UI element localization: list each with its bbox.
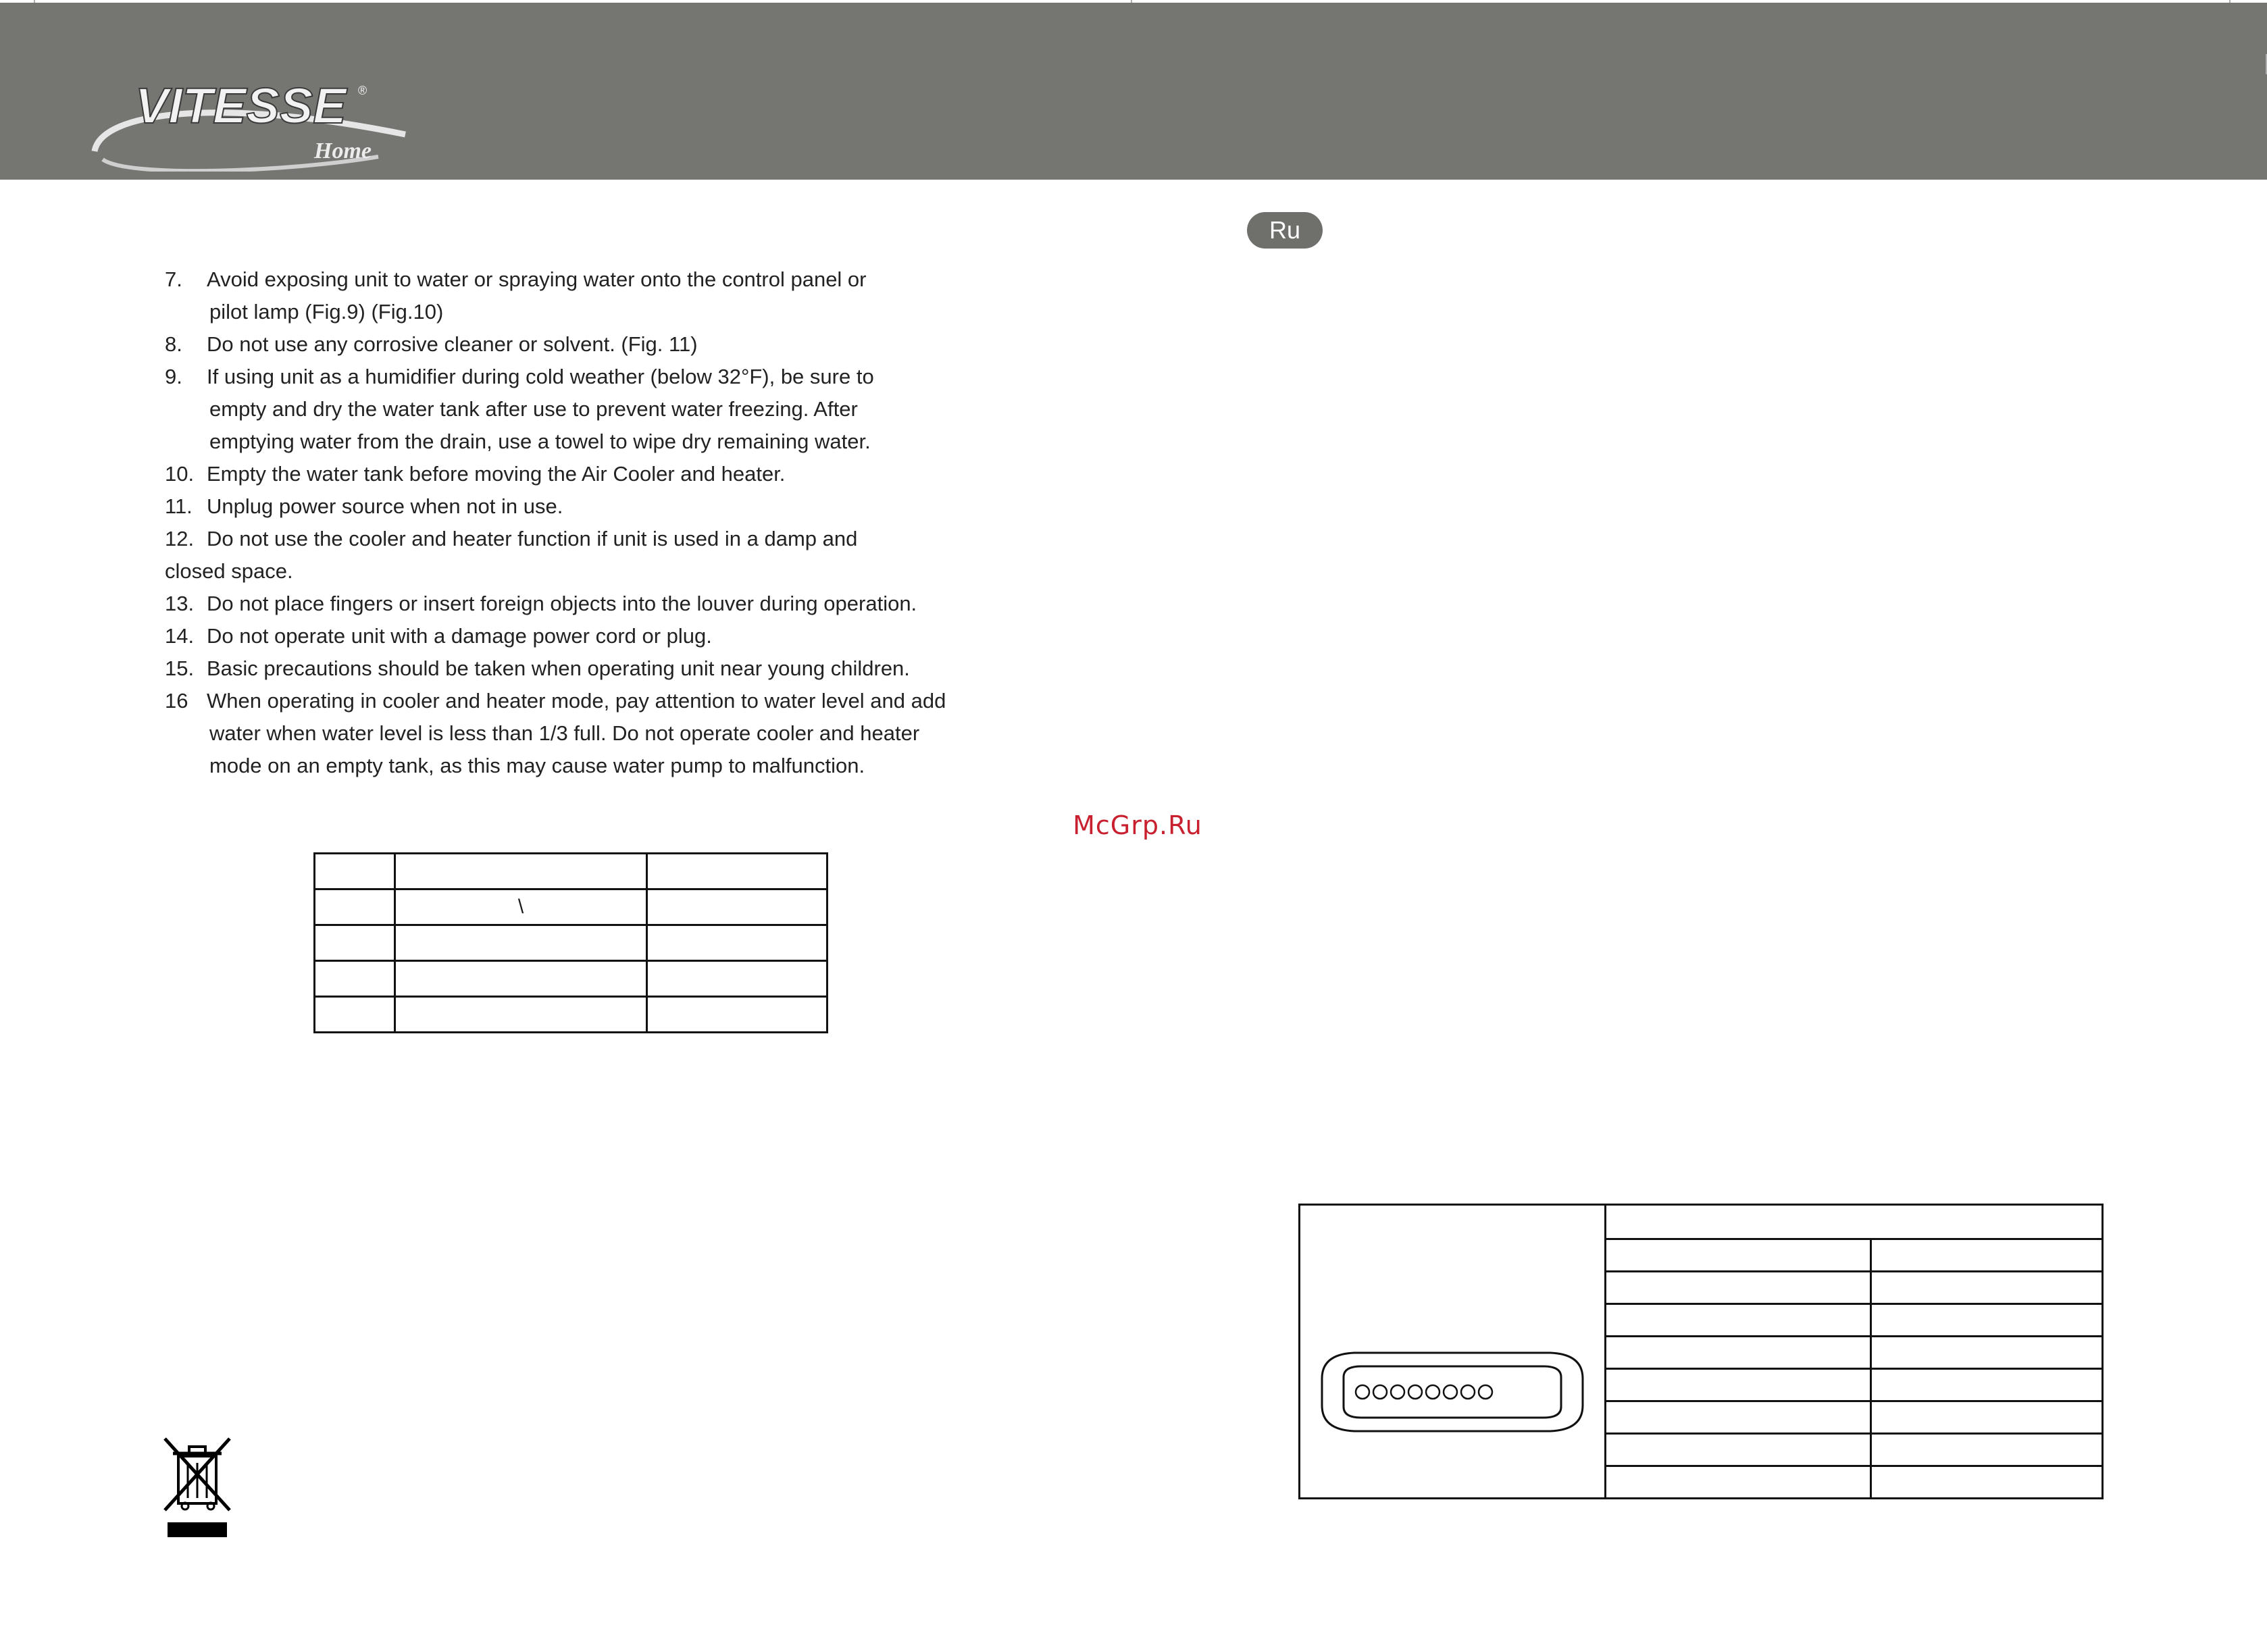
weee-crossed-bin-icon [162, 1436, 232, 1537]
instruction-text: Do not operate unit with a damage power cord or plug. [207, 624, 712, 648]
table-cell [395, 854, 647, 889]
table-cell [647, 961, 827, 997]
table-cell [1606, 1466, 1871, 1499]
control-panel-diagram-cell [1300, 1205, 1606, 1499]
instruction-text: Do not place fingers or insert foreign objects into the louver during operation. [207, 592, 917, 615]
indicator-light-icon [1356, 1385, 1369, 1399]
table-cell [1606, 1401, 1871, 1434]
indicator-light-icon [1373, 1385, 1387, 1399]
instruction-item [165, 458, 999, 490]
instruction-number: 15. [165, 656, 195, 680]
instruction-text: If using unit as a humidifier during cold weather (below 32°F), be sure to [207, 365, 874, 388]
table-cell [1871, 1401, 2103, 1434]
table-cell: \ [395, 889, 647, 925]
table-cell [1606, 1369, 1871, 1401]
instruction-text-continued: closed space. [165, 559, 293, 583]
watermark: McGrp.Ru [1073, 810, 1202, 840]
instruction-text: Basic precautions should be taken when operating unit near young children. [207, 656, 910, 680]
instruction-text: When operating in cooler and heater mode, pay attention to water level and add [207, 689, 946, 713]
indicator-light-icon [1444, 1385, 1457, 1399]
table-cell [1606, 1304, 1871, 1337]
indicator-light-icon [1408, 1385, 1422, 1399]
crop-mark [2229, 0, 2231, 3]
table-row [315, 889, 827, 925]
instruction-item [165, 523, 999, 588]
indicator-light-icon [1479, 1385, 1492, 1399]
instruction-number: 8. [165, 332, 182, 356]
table-cell [1871, 1466, 2103, 1499]
table-row [315, 925, 827, 961]
instruction-text: Do not use any corrosive cleaner or solvent. (Fig. 11) [207, 332, 698, 356]
table-header-cell [1606, 1205, 2103, 1239]
table-cell [315, 925, 395, 961]
table-cell [315, 997, 395, 1033]
instruction-text-continued: pilot lamp (Fig.9) (Fig.10) [209, 300, 444, 324]
logo-subtext: Home [314, 138, 372, 163]
instruction-number: 12. [165, 527, 195, 550]
instruction-text: Empty the water tank before moving the Air Cooler and heater. [207, 462, 786, 486]
instruction-number: 11. [165, 494, 193, 518]
instruction-text-continued: mode on an empty tank, as this may cause water pump to malfunction. [209, 754, 865, 777]
table-cell [1871, 1434, 2103, 1466]
table-cell [1606, 1434, 1871, 1466]
vitesse-logo [88, 70, 412, 172]
instruction-number: 10. [165, 462, 195, 486]
registered-mark: ® [358, 84, 367, 97]
instruction-item [165, 328, 999, 361]
table-cell [1606, 1239, 1871, 1272]
instruction-text-continued: emptying water from the drain, use a towel to wipe dry remaining water. [209, 430, 871, 453]
indicator-light-icon [1461, 1385, 1475, 1399]
table-cell [1871, 1239, 2103, 1272]
table-cell [395, 925, 647, 961]
table-cell [1871, 1369, 2103, 1401]
instruction-number: 7. [165, 267, 182, 291]
table-cell [1606, 1337, 1871, 1369]
instruction-text-continued: empty and dry the water tank after use to prevent water freezing. After [209, 397, 858, 421]
control-panel-table [1298, 1204, 2104, 1499]
instruction-item [165, 620, 999, 652]
instruction-text: Avoid exposing unit to water or spraying water onto the control panel or [207, 267, 867, 291]
table-cell [395, 997, 647, 1033]
table-cell [315, 961, 395, 997]
instructions-list [165, 263, 999, 782]
crop-mark [34, 0, 35, 3]
instruction-number: 13. [165, 592, 195, 615]
table-cell [647, 854, 827, 889]
table-cell [1871, 1304, 2103, 1337]
instruction-number: 9. [165, 365, 182, 388]
table-cell [1871, 1337, 2103, 1369]
table-cell [315, 889, 395, 925]
logo-text: VITESSE [135, 78, 347, 134]
table-row [315, 854, 827, 889]
table-cell [315, 854, 395, 889]
instruction-number: 16 [165, 689, 188, 713]
table-cell [1606, 1272, 1871, 1304]
table-cell [1871, 1272, 2103, 1304]
page-header [0, 3, 2267, 180]
table-cell [647, 925, 827, 961]
table-cell [647, 997, 827, 1033]
instruction-item [165, 490, 999, 523]
instruction-text-continued: water when water level is less than 1/3 full. Do not operate cooler and heater [209, 721, 920, 745]
spec-table-left [313, 852, 828, 1033]
control-panel-diagram [1314, 1345, 1591, 1439]
instruction-text: Unplug power source when not in use. [207, 494, 563, 518]
table-row [315, 961, 827, 997]
instruction-item [165, 588, 999, 620]
language-badge: Ru [1247, 212, 1323, 249]
instruction-text: Do not use the cooler and heater function if unit is used in a damp and [207, 527, 858, 550]
crop-mark [1131, 0, 1132, 3]
indicator-light-icon [1391, 1385, 1404, 1399]
table-cell [395, 961, 647, 997]
indicator-light-icon [1426, 1385, 1440, 1399]
instruction-item [165, 685, 999, 782]
instruction-item [165, 361, 999, 458]
instruction-item [165, 263, 999, 328]
table-row [1300, 1205, 2103, 1239]
instruction-item [165, 652, 999, 685]
table-row [315, 997, 827, 1033]
instruction-number: 14. [165, 624, 195, 648]
table-cell [647, 889, 827, 925]
